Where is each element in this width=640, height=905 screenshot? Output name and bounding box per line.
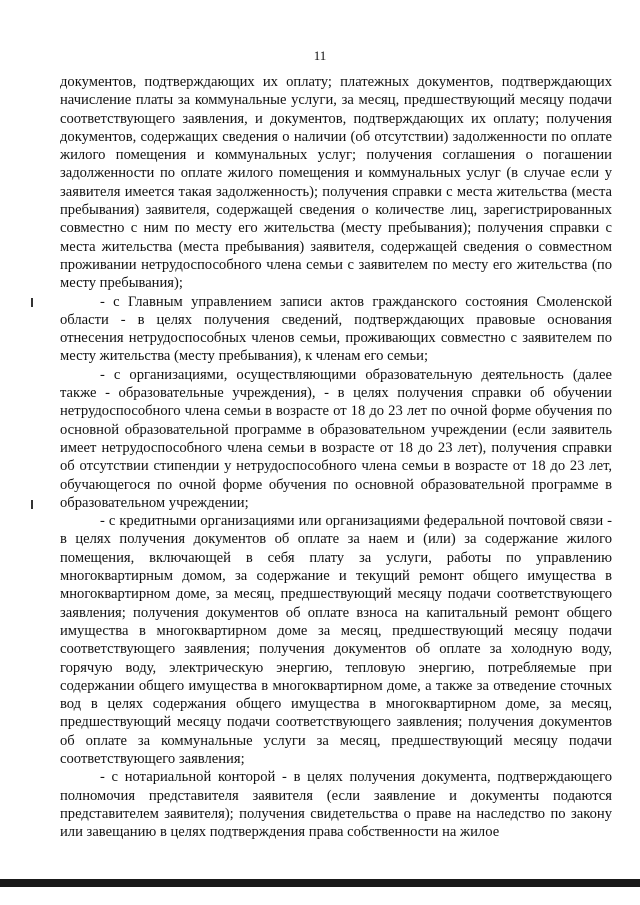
paragraph-notary-office: - с нотариальной конторой - в целях получения документа, подтверждающего полномочия представителя заявителя (если заявление и документы подаются представителем заявителя); получения свидетельства о праве на наследство по закону или завещанию в целях подтверждения права собственности на жилое	[60, 769, 612, 841]
paragraph-credit-organizations: - с кредитными организациями или организациями федеральной почтовой связи - в целях получения документов об оплате за наем и (или) за содержание жилого помещения, включающей в себя плату за услуги, работы по управлению многоквартирным домом, за содержание и текущий ремонт общего имущества в многоквартирном доме, за месяц, предшествующий месяцу подачи соответствующего заявления; получения документов об оплате взноса на капитальный ремонт общего имущества в многоквартирном доме за месяц, предшествующий месяцу подачи соответствующего заявления; получения документов об оплате за холодную воду, горячую воду, электрическую энергию, тепловую энергию, потребляемые при содержании общего имущества в многоквартирном доме, а также за отведение сточных вод в целях содержания общего имущества в многоквартирном доме, за месяц, предшествующий месяцу подачи соответствующего заявления; получения документов об оплате за коммунальные услуги за месяц, предшествующий месяцу подачи соответствующего заявления;	[60, 513, 612, 767]
paragraph-continuation: документов, подтверждающих их оплату; платежных документов, подтверждающих начисление платы за коммунальные услуги, за месяц, предшествующий месяцу подачи соответствующего заявления, и документов, подтверждающих их оплату; получения документов, содержащих сведения о наличии (об отсутствии) задолженности по оплате жилого помещения и коммунальных услуг; получения соглашения о погашении задолженности по оплате жилого помещения и коммунальных услуг (в случае если у заявителя имеется такая задолженность); получения справки с места жительства (места пребывания) заявителя, содержащей сведения о количестве лиц, зарегистрированных совместно с ним по месту его жительства (месту пребывания); получения справки с места жительства (места пребывания) заявителя, содержащей сведения о совместном проживании нетрудоспособного члена семьи с заявителем по месту его жительства (по месту пребывания);	[60, 74, 612, 292]
document-body	[60, 73, 612, 841]
margin-mark	[31, 298, 33, 307]
page-number: 11	[313, 48, 327, 63]
scan-bottom-edge	[0, 879, 640, 887]
margin-mark	[31, 500, 33, 509]
paragraph-educational-organizations: - с организациями, осуществляющими образовательную деятельность (далее также - образовательные учреждения), - в целях получения справки об обучении нетрудоспособного члена семьи в возрасте от 18 до 23 лет по очной форме обучения по основной образовательной программе в образовательном учреждении (если заявитель имеет нетрудоспособного члена семьи в возрасте от 18 до 23 лет), получения справки об отсутствии стипендии у нетрудоспособного члена семьи в возрасте от 18 до 23 лет, обучающегося по очной форме обучения по основной образовательной программе в образовательном учреждении;	[60, 366, 612, 511]
paragraph-civil-registry: - с Главным управлением записи актов гражданского состояния Смоленской области - в целях получения сведений, подтверждающих правовые основания отнесения нетрудоспособных членов семьи, проживающих совместно с заявителем по месту жительства (месту пребывания), к членам его семьи;	[60, 293, 612, 365]
